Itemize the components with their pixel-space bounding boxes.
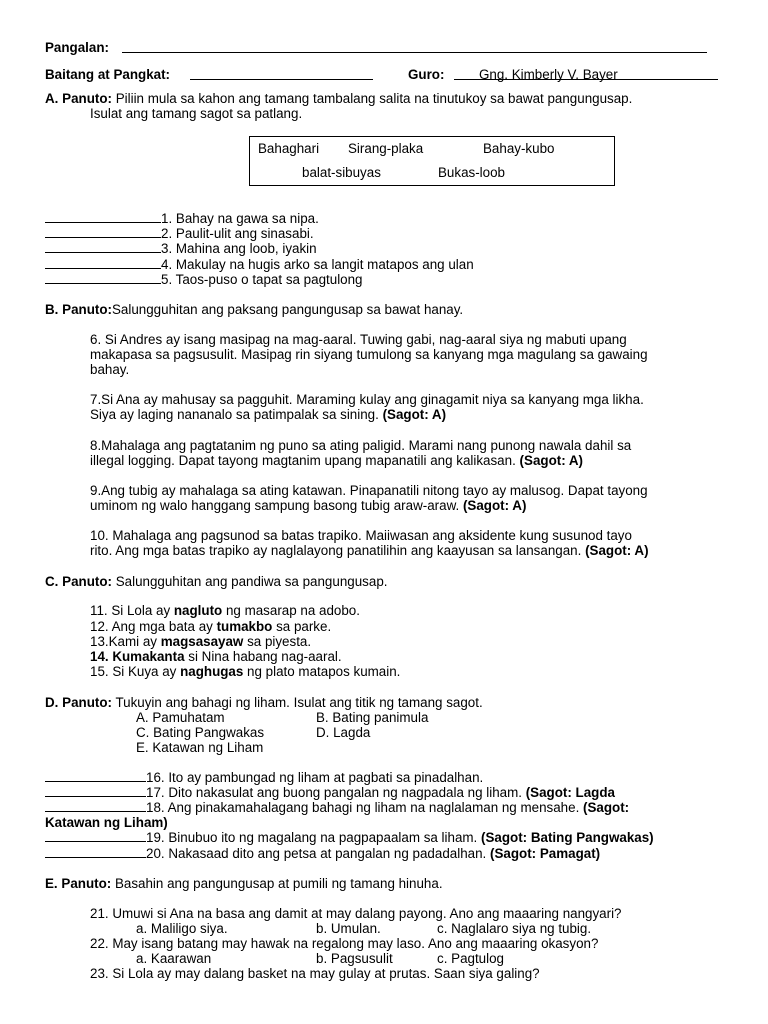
paragraph-7-line-1: 7.Si Ana ay mahusay sa pagguhit. Maraming kulay ang ginagamit niya sa kanyang mga likha. — [90, 392, 644, 407]
word-bahaghari: Bahaghari — [258, 141, 320, 156]
q22-option-a: a. Kaarawan — [136, 951, 212, 966]
q21-option-b: b. Umulan. — [316, 921, 381, 936]
paragraph-10-line-2: rito. Ang mga batas trapiko ay naglalayong panatilihin ang kaayusan sa lansangan. (Sagot: A) — [90, 543, 649, 558]
word-bukas-loob: Bukas-loob — [438, 165, 505, 180]
paragraph-7-line-2: Siya ay laging nananalo sa patimpalak sa sining. (Sagot: A) — [90, 407, 447, 422]
q21-option-c: c. Naglalaro siya ng tubig. — [437, 921, 592, 936]
section-a-instruction-2: Isulat ang tamang sagot sa patlang. — [90, 106, 303, 121]
paragraph-8-line-1: 8.Mahalaga ang pagtatanim ng puno sa ating paligid. Marami nang punong nawala dahil sa — [90, 438, 632, 453]
answer-blank[interactable] — [45, 785, 146, 797]
grade-label: Baitang at Pangkat: — [45, 67, 171, 82]
section-d-instruction: D. Panuto: Tukuyin ang bahagi ng liham. Isulat ang titik ng tamang sagot. — [45, 695, 483, 710]
answer-blank[interactable] — [45, 272, 161, 284]
item-18: 18. Ang pinakamahalagang bahagi ng liham na naglalaman ng mensahe. (Sagot: — [45, 800, 629, 815]
item-15: 15. Si Kuya ay naghugas ng plato matapos kumain. — [90, 664, 401, 679]
item-14: 14. Kumakanta si Nina habang nag-aaral. — [90, 649, 342, 664]
section-a-instruction: A. Panuto: Piliin mula sa kahon ang tamang tambalang salita na tinutukoy sa bawat pangungusap. — [45, 91, 633, 106]
answer-blank[interactable] — [45, 257, 161, 269]
name-field[interactable] — [122, 41, 707, 53]
option-a: A. Pamuhatam — [136, 710, 225, 725]
paragraph-9-line-1: 9.Ang tubig ay mahalaga sa ating katawan. Pinapanatili nitong tayo ay malusog. Dapat tayong — [90, 483, 648, 498]
item-19: 19. Binubuo ito ng magalang na pagpapaalam sa liham. (Sagot: Bating Pangwakas) — [45, 830, 654, 845]
answer-blank[interactable] — [45, 770, 146, 782]
section-e-instruction: E. Panuto: Basahin ang pangungusap at pumili ng tamang hinuha. — [45, 876, 443, 891]
item-20: 20. Nakasaad dito ang petsa at pangalan ng padadalhan. (Sagot: Pamagat) — [45, 846, 600, 861]
name-label: Pangalan: — [45, 40, 109, 55]
q22-option-b: b. Pagsusulit — [316, 951, 393, 966]
item-18-answer: Katawan ng Liham) — [45, 815, 168, 830]
section-c-instruction: C. Panuto: Salungguhitan ang pandiwa sa pangungusap. — [45, 574, 388, 589]
list-item: 2. Paulit-ulit ang sinasabi. — [45, 226, 314, 241]
item-12: 12. Ang mga bata ay tumakbo sa parke. — [90, 619, 332, 634]
answer-blank[interactable] — [45, 226, 161, 238]
list-item: 4. Makulay na hugis arko sa langit matapos ang ulan — [45, 257, 474, 272]
list-item: 5. Taos-puso o tapat sa pagtulong — [45, 272, 363, 287]
option-b: B. Bating panimula — [316, 710, 429, 725]
option-c: C. Bating Pangwakas — [136, 725, 265, 740]
option-e: E. Katawan ng Liham — [136, 740, 264, 755]
answer-blank[interactable] — [45, 211, 161, 223]
q22-option-c: c. Pagtulog — [437, 951, 504, 966]
list-item: 1. Bahay na gawa sa nipa. — [45, 211, 319, 226]
paragraph-6-line-1: 6. Si Andres ay isang masipag na mag-aaral. Tuwing gabi, nag-aaral siya ng mabuti upang — [90, 332, 627, 347]
question-21: 21. Umuwi si Ana na basa ang damit at may dalang payong. Ano ang maaaring nangyari? — [90, 906, 622, 921]
word-bahay-kubo: Bahay-kubo — [483, 141, 555, 156]
question-22: 22. May isang batang may hawak na regalong may laso. Ano ang maaaring okasyon? — [90, 936, 599, 951]
paragraph-8-line-2: illegal logging. Dapat tayong magtanim upang mapanatili ang kalikasan. (Sagot: A) — [90, 453, 584, 468]
item-13: 13.Kami ay magsasayaw sa piyesta. — [90, 634, 312, 649]
answer-blank[interactable] — [45, 241, 161, 253]
paragraph-9-line-2: uminom ng walo hanggang sampung basong tubig araw-araw. (Sagot: A) — [90, 498, 527, 513]
grade-field[interactable] — [190, 68, 373, 80]
q21-option-a: a. Maliligo siya. — [136, 921, 228, 936]
list-item: 3. Mahina ang loob, iyakin — [45, 241, 317, 256]
item-16: 16. Ito ay pambungad ng liham at pagbati sa pinadalhan. — [45, 770, 483, 785]
teacher-label: Guro: — [408, 67, 445, 82]
paragraph-6-line-2: makapasa sa pagsusulit. Masipag rin siyang tumulong sa kanyang mga magulang sa gawaing — [90, 347, 648, 362]
paragraph-10-line-1: 10. Mahalaga ang pagsunod sa batas trapiko. Maiiwasan ang aksidente kung susunod tayo — [90, 528, 632, 543]
word-balat-sibuyas: balat-sibuyas — [302, 165, 381, 180]
answer-blank[interactable] — [45, 800, 146, 812]
item-11: 11. Si Lola ay nagluto ng masarap na adobo. — [90, 603, 360, 618]
section-b-instruction: B. Panuto:Salungguhitan ang paksang pangungusap sa bawat hanay. — [45, 302, 464, 317]
answer-blank[interactable] — [45, 830, 146, 842]
word-sirang-plaka: Sirang-plaka — [348, 141, 424, 156]
paragraph-6-line-3: bahay. — [90, 362, 130, 377]
teacher-name: Gng. Kimberly V. Bayer — [479, 67, 618, 82]
question-23: 23. Si Lola ay may dalang basket na may gulay at prutas. Saan siya galing? — [90, 966, 540, 981]
option-d: D. Lagda — [316, 725, 371, 740]
answer-blank[interactable] — [45, 846, 146, 858]
item-17: 17. Dito nakasulat ang buong pangalan ng nagpadala ng liham. (Sagot: Lagda — [45, 785, 615, 800]
